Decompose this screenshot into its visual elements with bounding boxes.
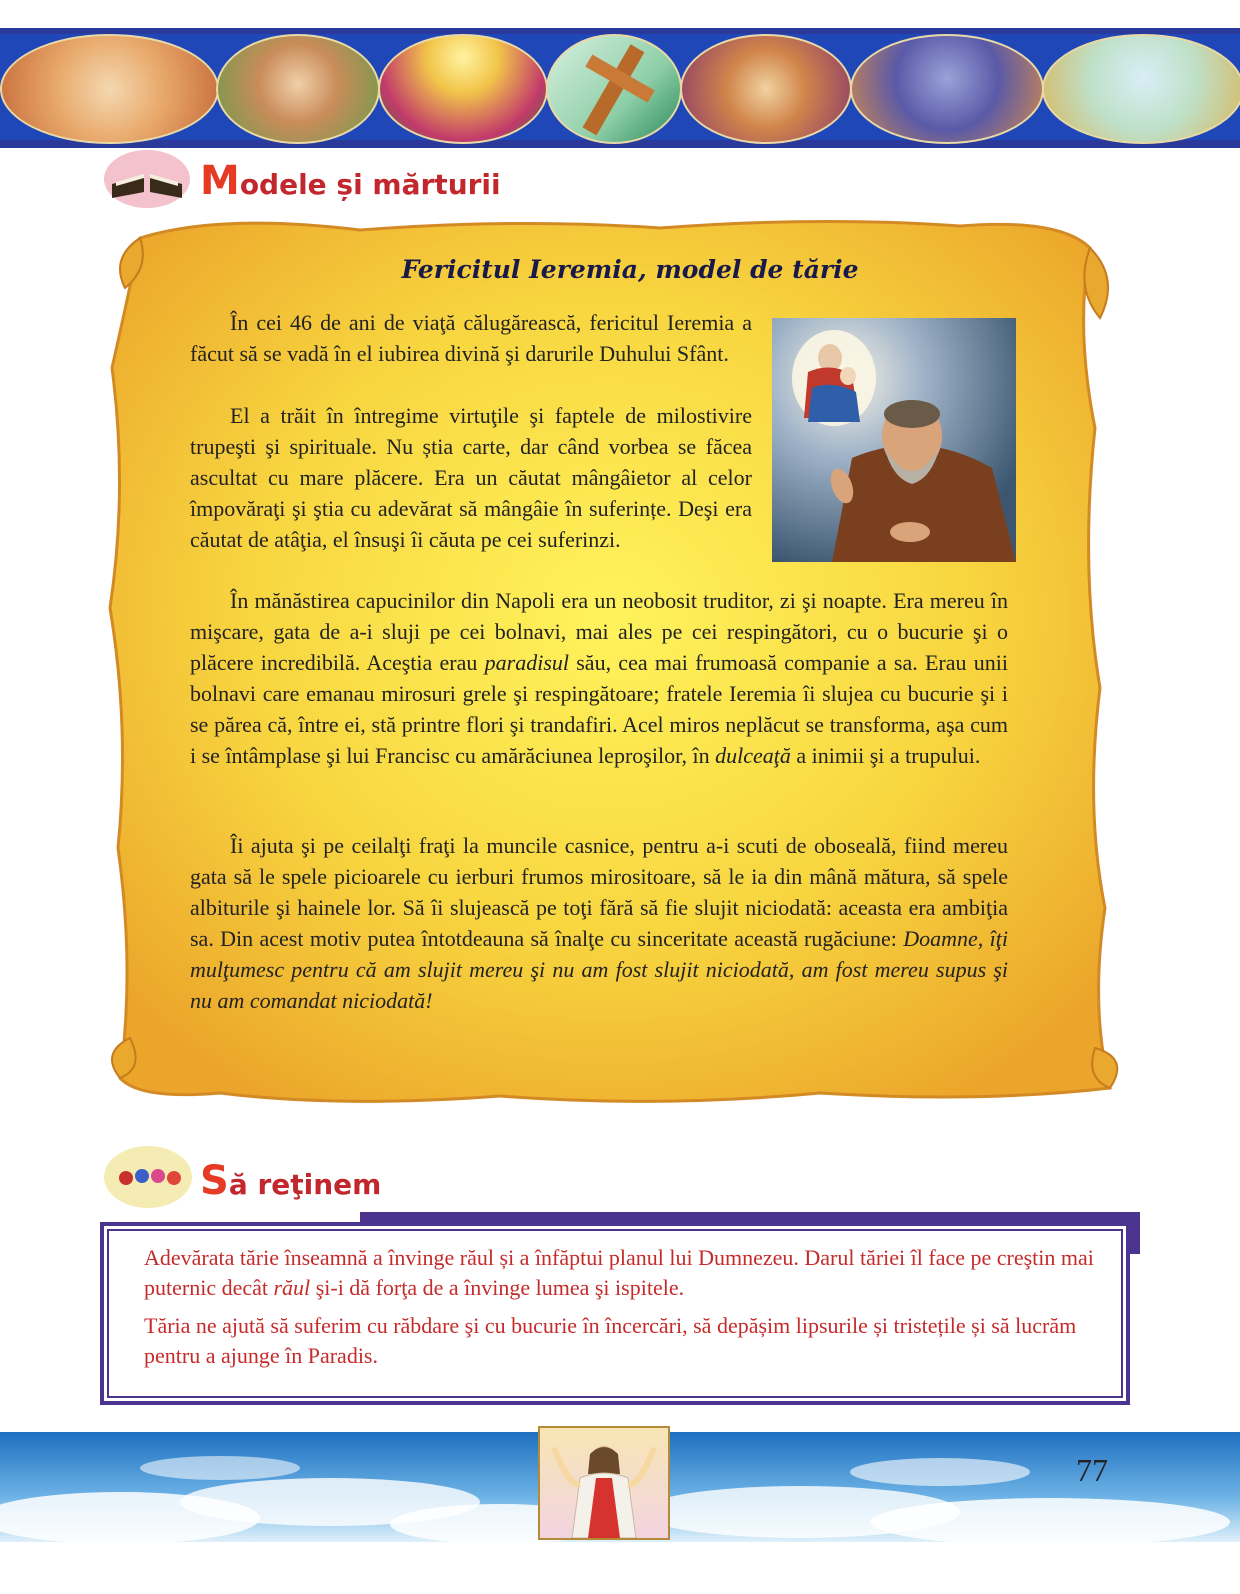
story-paragraph-4: Îi ajuta şi pe ceilalţi fraţi la muncile casnice, pentru a-i scuti de oboseală, fiind mereu gata să le spele picioarele cu ierburi frumos mirositoare, să le ia din mână mătura, să spele albiturile şi hainele lor. Să îi slujească pe toţi fără să fie slujit niciodată: aceasta era ambiţia sa. Din acest motiv putea întotdeauna să înalţe cu sinceritate această rugăciune: Doamne, îţi mulţumesc pentru că am slujit mereu şi nu am fost slujit niciodată, am fost mereu supus şi nu am comandat niciodată! xyxy=(190,833,1008,1013)
medal-jesus-illustration xyxy=(216,34,380,144)
page-number: 77 xyxy=(1076,1452,1108,1488)
story-title: Fericitul Ieremia, model de tărie xyxy=(401,255,859,284)
medal-children-illustration xyxy=(0,34,219,144)
colored-dots-icon xyxy=(104,1146,192,1208)
open-book-icon xyxy=(104,150,190,208)
medal-walking-illustration xyxy=(1042,34,1240,144)
jesus-footer-illustration xyxy=(538,1426,670,1540)
section-title-models: Modele și mărturii xyxy=(200,158,501,204)
retain-paragraph-1: Adevărata tărie înseamnă a învinge răul și a înfăptui planul lui Dumnezeu. Darul tăriei îl face pe creştin mai puternic decât răul şi-i dă forţa de a învinge lumea şi ispitele. xyxy=(144,1245,1094,1300)
medal-storm-illustration xyxy=(850,34,1044,144)
cross-icon xyxy=(548,36,680,142)
retain-paragraph-2: Tăria ne ajută să suferim cu răbdare şi cu bucurie în încercări, să depășim lipsurile și tristețile și să lucrăm pentru a ajunge în Paradis. xyxy=(144,1313,1077,1368)
top-illustration-banner xyxy=(0,28,1240,148)
section-title-retain: Să reţinem xyxy=(200,1158,382,1204)
portrait-blessed-jeremiah-image xyxy=(772,318,1016,562)
medal-crowd-illustration xyxy=(378,34,548,144)
medal-cross-illustration xyxy=(546,34,682,144)
story-paragraph-2: El a trăit în întregime virtuţile şi faptele de milostivire trupeşti şi spirituale. Nu știa carte, dar când vorbea se făcea ascultat cu mare plăcere. Era un căutat mângâietor al celor împovăraţi şi ştia cu adevărat să mângâie în suferințe. Deşi era căutat de atâţia, el însuşi îi căuta pe cei suferinzi. xyxy=(190,403,752,552)
story-paragraph-3: În mănăstirea capucinilor din Napoli era un neobosit truditor, zi şi noapte. Era mereu în mişcare, gata de a-i sluji pe cei bolnavi, mai ales pe cei respingători, cu o bucurie şi o plăcere incredibilă. Aceştia erau paradisul său, cea mai frumoasă companie a sa. Erau unii bolnavi care emanau mirosuri grele şi respingătoare; fratele Ieremia îi slujea cu bucurie şi i se părea că, între ei, stă printre flori şi trandafiri. Acel miros neplăcut se transforma, aşa cum i se întâmplase şi lui Francisc cu amărăciunea leproşilor, în dulceaţă a inimii şi a trupului. xyxy=(190,588,1008,768)
medal-supper-illustration xyxy=(680,34,852,144)
story-paragraph-1: În cei 46 de ani de viaţă călugărească, fericitul Ieremia a făcut să se vadă în el iubirea divină şi darurile Duhului Sfânt. xyxy=(190,310,752,366)
